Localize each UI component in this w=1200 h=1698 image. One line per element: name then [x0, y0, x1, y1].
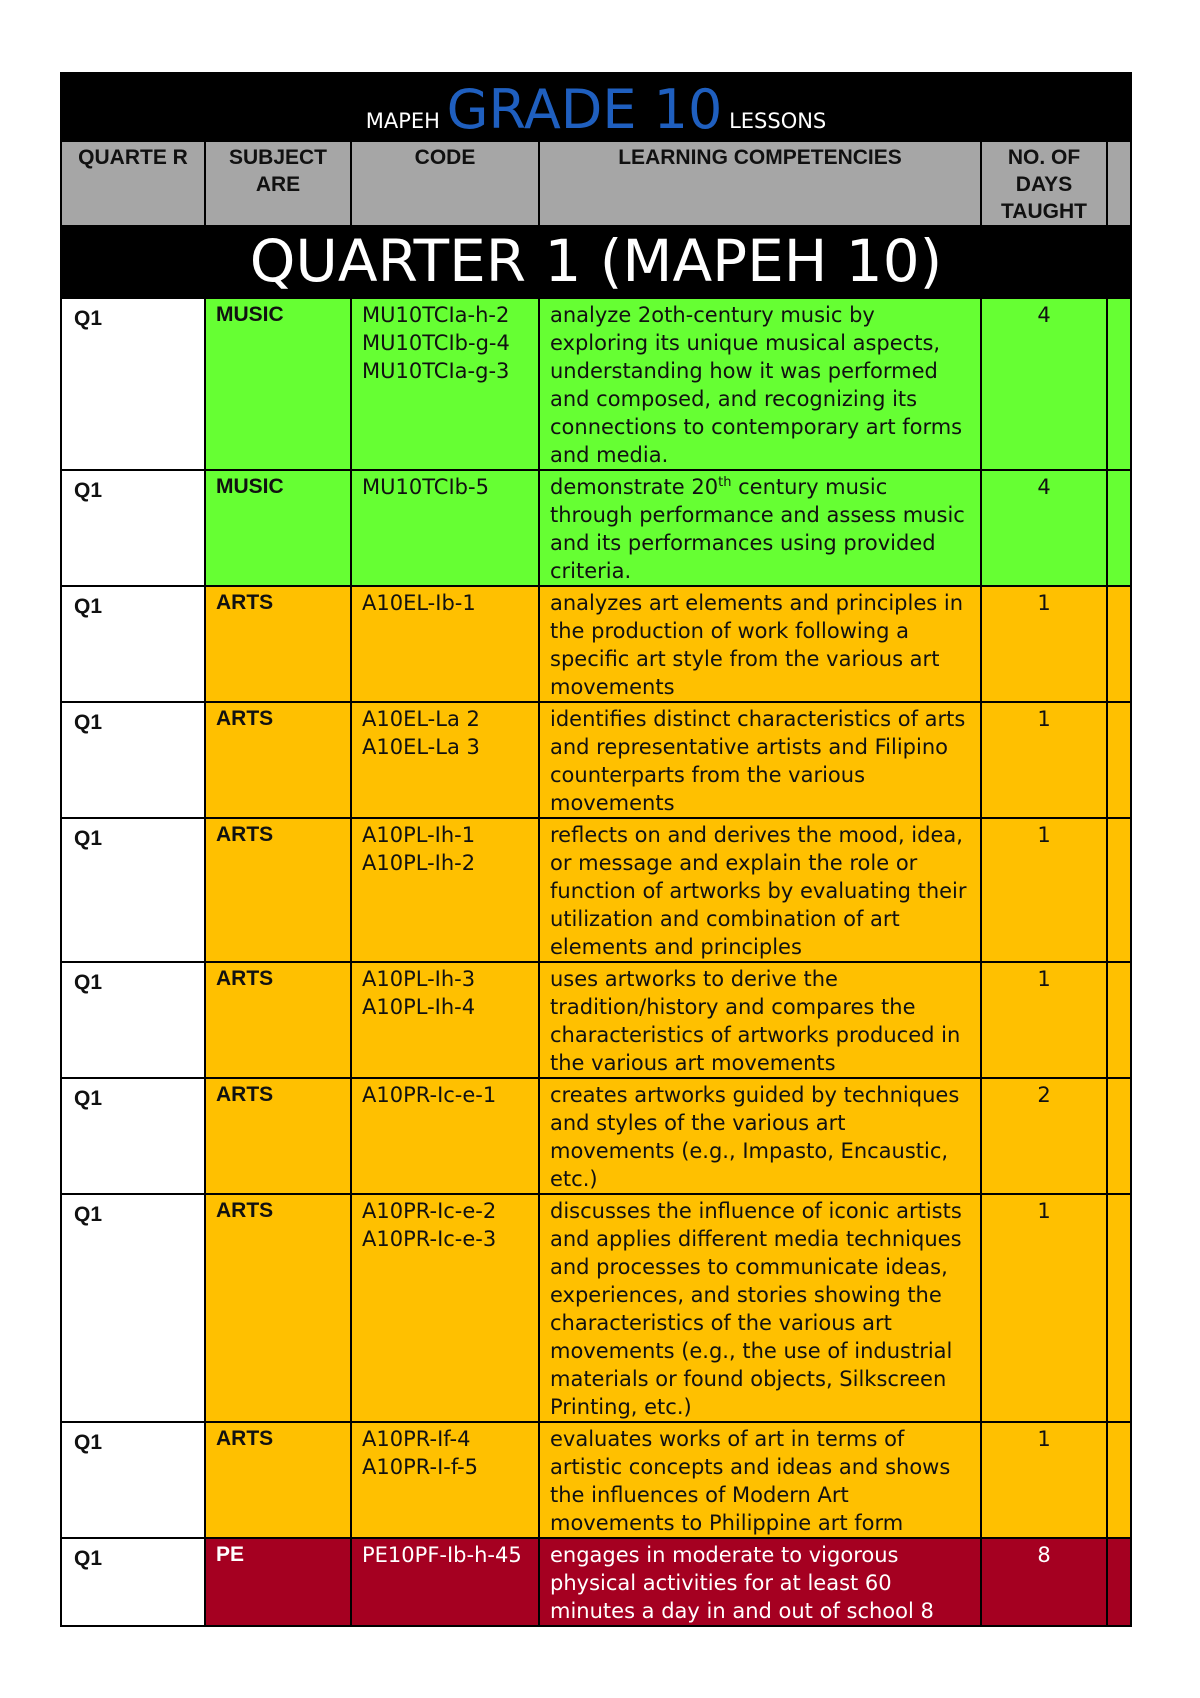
extra-cell: [1107, 1538, 1131, 1626]
quarter-cell: Q1: [61, 702, 205, 818]
document-title: [61, 73, 1131, 141]
code-cell: [351, 470, 539, 586]
header-subject: SUBJECT ARE: [205, 141, 351, 226]
quarter-cell: Q1: [61, 1422, 205, 1538]
code-item: MU10TCIb-5: [362, 475, 489, 499]
code-item: MU10TCIa-g-3: [362, 359, 510, 383]
header-quarter: QUARTE R: [61, 141, 205, 226]
code-item: A10PL-Ih-3: [362, 967, 476, 991]
competency-cell: discusses the influence of iconic artists and applies different media techniques and processes to communicate ideas, experiences, and stories showing the characteristics of the various art movements (e.g., the use of industrial materials or found objects, Silkscreen Printing, etc.): [539, 1194, 981, 1422]
subject-cell: MUSIC: [205, 298, 351, 470]
extra-cell: [1107, 586, 1131, 702]
quarter-cell: Q1: [61, 586, 205, 702]
competency-cell: uses artworks to derive the tradition/history and compares the characteristics of artworks produced in the various art movements: [539, 962, 981, 1078]
ordinal-superscript: th: [718, 475, 732, 490]
table-row: [61, 702, 1131, 818]
code-cell: [351, 1078, 539, 1194]
quarter-banner-row: [61, 226, 1131, 298]
subject-cell: ARTS: [205, 818, 351, 962]
subject-cell: PE: [205, 1538, 351, 1626]
competency-cell: analyze 2oth-century music by exploring its unique musical aspects, understanding how it was performed and composed, and recognizing its connections to contemporary art forms and media.: [539, 298, 981, 470]
code-item: A10PR-Ic-e-3: [362, 1227, 497, 1251]
extra-cell: [1107, 818, 1131, 962]
days-cell: 2: [981, 1078, 1107, 1194]
code-cell: [351, 1422, 539, 1538]
competency-cell: creates artworks guided by techniques and styles of the various art movements (e.g., Impasto, Encaustic, etc.): [539, 1078, 981, 1194]
subject-cell: MUSIC: [205, 470, 351, 586]
table-row: [61, 962, 1131, 1078]
quarter-cell: Q1: [61, 962, 205, 1078]
days-cell: 1: [981, 818, 1107, 962]
table-row: [61, 298, 1131, 470]
competency-cell: [539, 470, 981, 586]
quarter-banner: QUARTER 1 (MAPEH 10): [61, 226, 1131, 298]
quarter-cell: Q1: [61, 470, 205, 586]
competency-cell: analyzes art elements and principles in the production of work following a specific art style from the various art movements: [539, 586, 981, 702]
code-item: A10PL-Ih-2: [362, 851, 476, 875]
competency-cell: evaluates works of art in terms of artistic concepts and ideas and shows the influences of Modern Art movements to Philippine art form: [539, 1422, 981, 1538]
days-cell: 4: [981, 470, 1107, 586]
competency-cell: engages in moderate to vigorous physical activities for at least 60 minutes a day in and out of school 8: [539, 1538, 981, 1626]
table-row: [61, 1194, 1131, 1422]
code-item: A10PR-Ic-e-2: [362, 1199, 497, 1223]
competency-text-end: century music through performance and assess music and its performances using provided criteria.: [550, 475, 965, 583]
days-cell: 1: [981, 702, 1107, 818]
code-cell: [351, 586, 539, 702]
code-item: A10PL-Ih-1: [362, 823, 476, 847]
quarter-cell: Q1: [61, 818, 205, 962]
competency-cell: reflects on and derives the mood, idea, or message and explain the role or function of artworks by evaluating their utilization and combination of art elements and principles: [539, 818, 981, 962]
code-item: MU10TCIb-g-4: [362, 331, 510, 355]
days-cell: 1: [981, 1194, 1107, 1422]
table-row: [61, 1422, 1131, 1538]
code-cell: [351, 298, 539, 470]
code-cell: [351, 818, 539, 962]
extra-cell: [1107, 962, 1131, 1078]
header-days: NO. OF DAYS TAUGHT: [981, 141, 1107, 226]
code-cell: [351, 1538, 539, 1626]
days-cell: 4: [981, 298, 1107, 470]
code-item: MU10TCIa-h-2: [362, 303, 510, 327]
days-cell: 1: [981, 586, 1107, 702]
code-item: PE10PF-Ib-h-45: [362, 1543, 522, 1567]
code-item: A10EL-Ib-1: [362, 591, 476, 615]
quarter-cell: Q1: [61, 298, 205, 470]
header-code: CODE: [351, 141, 539, 226]
extra-cell: [1107, 1078, 1131, 1194]
header-row: [61, 141, 1131, 226]
extra-cell: [1107, 1194, 1131, 1422]
code-item: A10PR-I-f-5: [362, 1455, 479, 1479]
extra-cell: [1107, 702, 1131, 818]
quarter-cell: Q1: [61, 1078, 205, 1194]
subject-cell: ARTS: [205, 1422, 351, 1538]
subject-cell: ARTS: [205, 962, 351, 1078]
competency-text-start: demonstrate 20: [550, 475, 719, 499]
lesson-table-sheet: [60, 72, 1130, 1627]
header-extra-column: [1107, 141, 1131, 226]
subject-cell: ARTS: [205, 1194, 351, 1422]
days-cell: 1: [981, 1422, 1107, 1538]
title-main: GRADE 10: [446, 78, 723, 141]
days-cell: 8: [981, 1538, 1107, 1626]
subject-cell: ARTS: [205, 586, 351, 702]
extra-cell: [1107, 470, 1131, 586]
table-row: [61, 1078, 1131, 1194]
title-suffix: LESSONS: [729, 109, 827, 133]
header-competencies: LEARNING COMPETENCIES: [539, 141, 981, 226]
extra-cell: [1107, 298, 1131, 470]
extra-cell: [1107, 1422, 1131, 1538]
quarter-cell: Q1: [61, 1538, 205, 1626]
code-item: A10PR-Ic-e-1: [362, 1083, 497, 1107]
code-item: A10EL-La 3: [362, 735, 480, 759]
subject-cell: ARTS: [205, 702, 351, 818]
quarter-cell: Q1: [61, 1194, 205, 1422]
days-cell: 1: [981, 962, 1107, 1078]
title-row: [61, 73, 1131, 141]
table-row: [61, 470, 1131, 586]
table-row: [61, 1538, 1131, 1626]
competency-cell: identifies distinct characteristics of arts and representative artists and Filipino counterparts from the various movements: [539, 702, 981, 818]
code-item: A10PR-If-4: [362, 1427, 471, 1451]
title-prefix: MAPEH: [365, 109, 440, 133]
subject-cell: ARTS: [205, 1078, 351, 1194]
table-row: [61, 586, 1131, 702]
code-item: A10EL-La 2: [362, 707, 480, 731]
table-row: [61, 818, 1131, 962]
code-cell: [351, 702, 539, 818]
lessons-table: [60, 72, 1132, 1627]
code-cell: [351, 1194, 539, 1422]
code-cell: [351, 962, 539, 1078]
code-item: A10PL-Ih-4: [362, 995, 476, 1019]
